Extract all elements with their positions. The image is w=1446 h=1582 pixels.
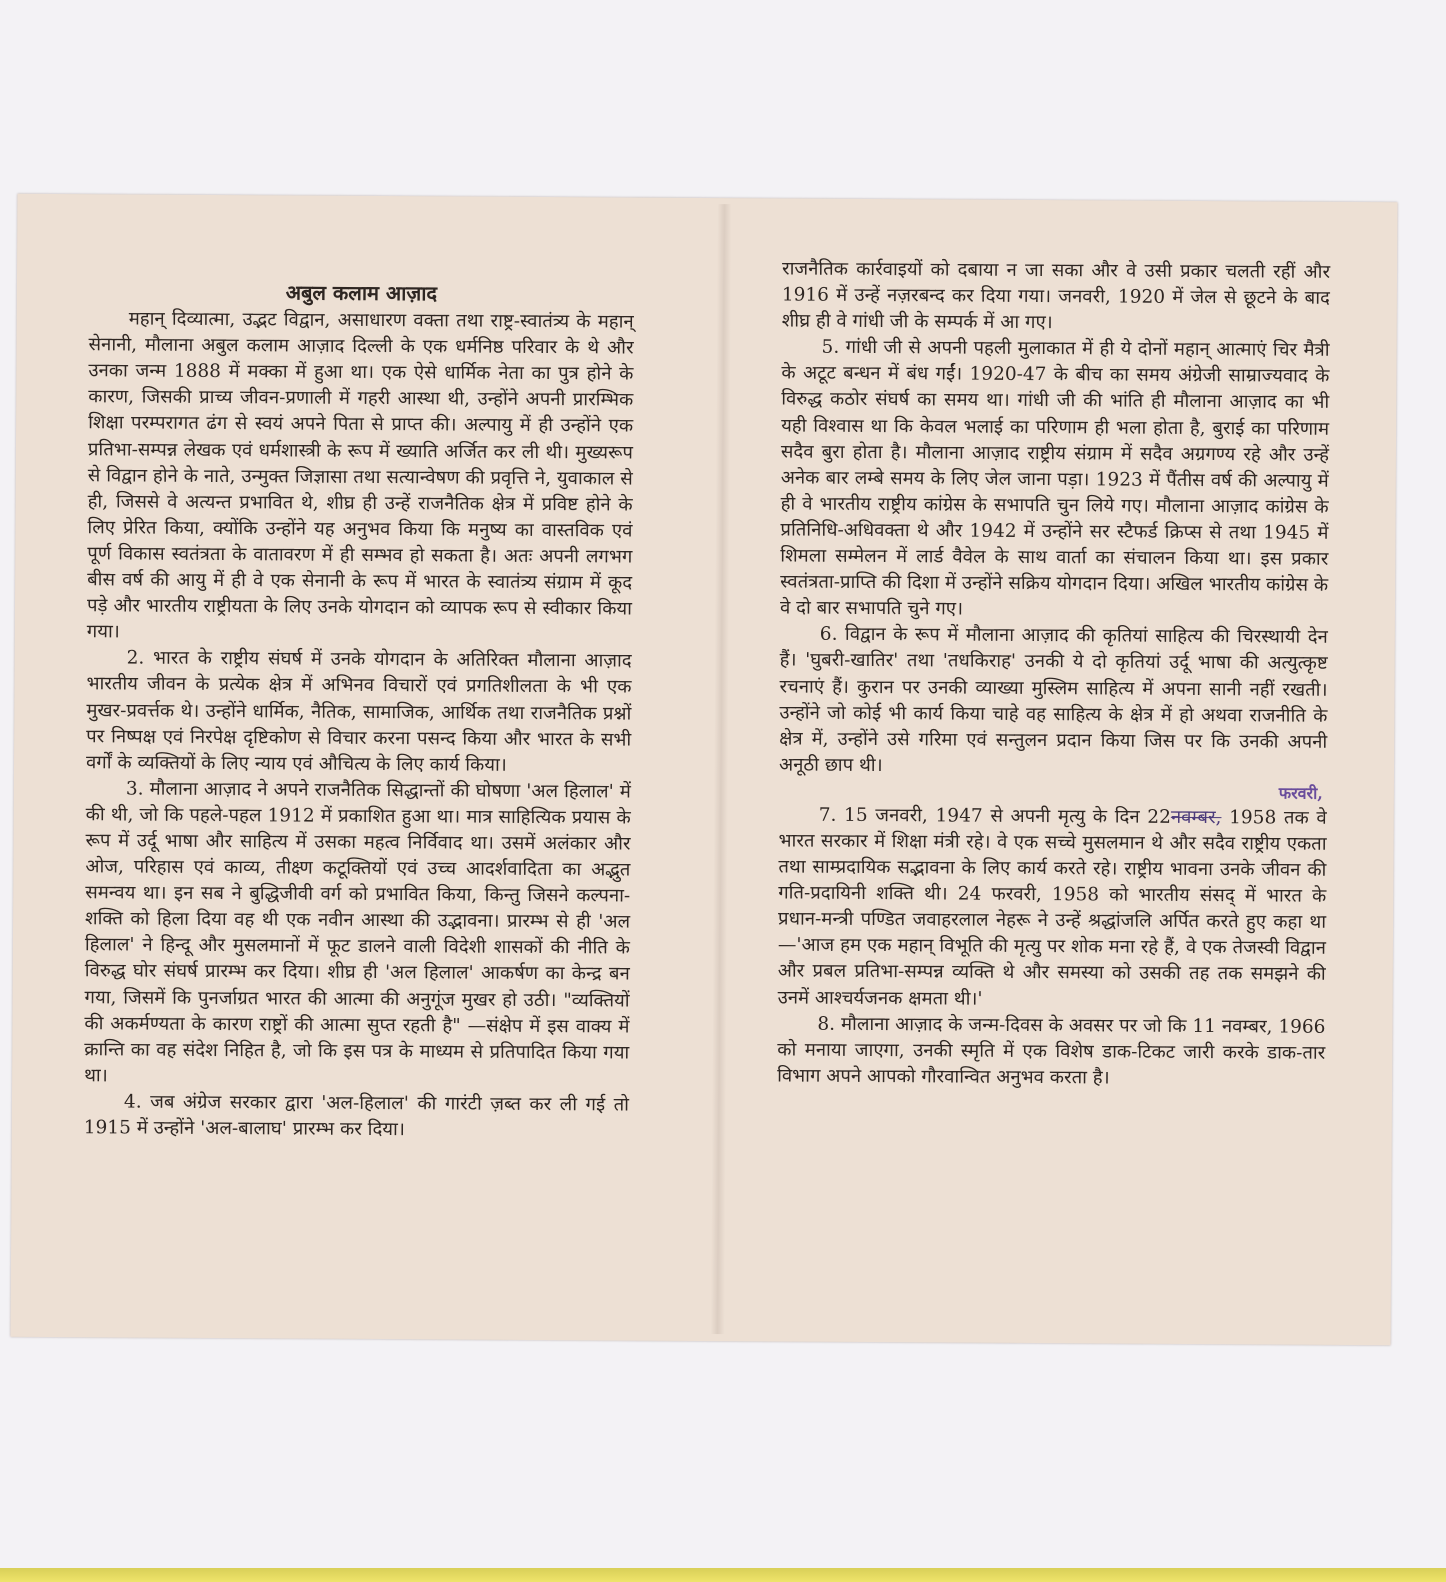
page-title: अबुल कलाम आज़ाद <box>285 280 438 306</box>
paragraph-4: 4. जब अंग्रेज सरकार द्वारा 'अल-हिलाल' की गारंटी ज़ब्त कर ली गई तो 1915 में उन्होंने 'अल-बालाघ' प्रारम्भ कर दिया। <box>83 1091 630 1141</box>
paragraph-5: 5. गांधी जी से अपनी पहली मुलाकात में ही ये दोनों महान् आत्माएं चिर मैत्री के अटूट बन्धन में बंध गईं। 1920-47 के बीच का समय अंग्रेजी साम्राज्यवाद के विरुद्ध कठोर संघर्ष का समय था। गांधी जी की भांति ही मौलाना आज़ाद का भी यही विश्वास था कि केवल भलाई का परिणाम ही भला होता है, बुराई का परिणाम सदैव बुरा होता है। मौलाना आज़ाद राष्ट्रीय संग्राम में सदैव अग्रगण्य रहे और उन्हें अनेक बार लम्बे समय के लिए जेल जाना पड़ा। 1923 में पैंतीस वर्ष की अल्पायु में ही वे भारतीय राष्ट्रीय कांग्रेस के सभापति चुन लिये गए। मौलाना आज़ाद कांग्रेस के प्रतिनिधि-अधिवक्ता थे और 1942 में उन्होंने सर स्टैफर्ड क्रिप्स से तथा 1945 में शिमला सम्मेलन में लार्ड वैवेल के साथ वार्ता का संचालन किया था। इस प्रकार स्वतंत्रता-प्राप्ति की दिशा में उन्होंने सक्रिय योगदान दिया। अखिल भारतीय कांग्रेस के वे दो बार सभापति चुने गए। <box>779 336 1330 620</box>
correction-stamp: फरवरी, <box>1278 783 1323 803</box>
left-page <box>84 278 634 1144</box>
paragraph-2: 2. भारत के राष्ट्रीय संघर्ष में उनके योगदान के अतिरिक्त मौलाना आज़ाद भारतीय जीवन के प्रत्येक क्षेत्र में अभिनव विचारों एवं प्रगतिशीलता के भी एक मुखर-प्रवर्त्तक थे। उन्होंने धार्मिक, नैतिक, सामाजिक, आर्थिक तथा राजनैतिक प्रश्नों पर निष्पक्ष एवं निरपेक्ष दृष्टिकोण से विचार करना पसन्द किया और भारत के सभी वर्गों के व्यक्तियों के लिए न्याय एवं औचित्य के लिए कार्य किया। <box>85 647 632 776</box>
right-page <box>777 256 1330 1092</box>
yellow-edge <box>0 1568 1446 1582</box>
center-fold <box>711 204 732 1334</box>
paragraph-6: 6. विद्वान के रूप में मौलाना आज़ाद की कृतियां साहित्य की चिरस्थायी देन हैं। 'घुबरी-खातिर' तथा 'तधकिराह' उनकी ये दो कृतियां उर्दू भाषा की अत्युत्कृष्ट रचनाएं हैं। कुरान पर उनकी व्याख्या मुस्लिम साहित्य में अपना सानी नहीं रखती। उन्होंने जो कोई भी कार्य किया चाहे वह साहित्य के क्षेत्र में हो अथवा राजनीति के क्षेत्र में, उन्होंने उसे गरिमा एवं सन्तुलन प्रदान किया जिस पर कि उनकी अपनी अनूठी छाप थी। <box>778 624 1328 776</box>
paragraph-7-start: 7. 15 जनवरी, 1947 से अपनी मृत्यु के दिन 22 <box>818 804 1171 828</box>
folded-leaflet <box>11 194 1398 1345</box>
paragraph-7 <box>778 802 1327 1014</box>
paragraph-7-rest: 1958 तक वे भारत सरकार में शिक्षा मंत्री रहे। वे एक सच्चे मुसलमान थे और सदैव राष्ट्रीय एकता तथा साम्प्रदायिक सद्भावना के लिए कार्य करते रहे। राष्ट्रीय भावना उनके जीवन की गति-प्रदायिनी शक्ति थी। 24 फरवरी, 1958 को भारतीय संसद् में भारत के प्रधान-मन्त्री पण्डित जवाहरलाल नेहरू ने उन्हें श्रद्धांजलि अर्पित करते हुए कहा था—'आज हम एक महान् विभूति की मृत्यु पर शोक मना रहे हैं, वे एक तेजस्वी विद्वान और प्रबल प्रतिभा-सम्पन्न व्यक्ति थे और समस्या को उसकी तह तक समझने की उनमें आश्चर्यजनक क्षमता थी।' <box>777 807 1327 1010</box>
paragraph-4-continuation: राजनैतिक कार्रवाइयों को दबाया न जा सका और वे उसी प्रकार चलती रहीं और 1916 में उन्हें नज़रबन्द कर दिया गया। जनवरी, 1920 में जेल से छूटने के बाद शीघ्र ही वे गांधी जी के सम्पर्क में आ गए। <box>781 258 1331 334</box>
paragraph-3: 3. मौलाना आज़ाद ने अपने राजनैतिक सिद्धान्तों की घोषणा 'अल हिलाल' में की थी, जो कि पहले-पहल 1912 में प्रकाशित हुआ था। मात्र साहित्यिक प्रयास के रूप में उर्दू भाषा और साहित्य में उसका महत्व निर्विवाद था। उसमें अलंकार और ओज, परिहास एवं काव्य, तीक्ष्ण कटूक्तियों एवं उच्च आदर्शवादिता का अद्भुत समन्वय था। इन सब ने बुद्धिजीवी वर्ग को प्रभावित किया, किन्तु जिसने कल्पना-शक्ति को हिला दिया वह थी एक नवीन आस्था की उद्भावना। प्रारम्भ से ही 'अल हिलाल' ने हिन्दू और मुसलमानों में फूट डालने वाली विदेशी शासकों की नीति के विरुद्ध घोर संघर्ष प्रारम्भ कर दिया। शीघ्र ही 'अल हिलाल' आकर्षण का केन्द्र बन गया, जिसमें कि पुनर्जाग्रत भारत की आत्मा की अनुगूंज मुखर हो उठी। "व्यक्तियों की अकर्मण्यता के कारण राष्ट्रों की आत्मा सुप्त रहती है" —संक्षेप में इस वाक्य में क्रान्ति का वह संदेश निहित है, जो कि इस पत्र के माध्यम से प्रतिपादित किया गया था। <box>84 778 631 1087</box>
paragraph-8: 8. मौलाना आज़ाद के जन्म-दिवस के अवसर पर जो कि 11 नवम्बर, 1966 को मनाया जाएगा, उनकी स्मृति में एक विशेष डाक-टिकट जारी करके डाक-तार विभाग अपने आपको गौरवान्वित अनुभव करता है। <box>777 1013 1326 1089</box>
paragraph-1: महान् दिव्यात्मा, उद्भट विद्वान, असाधारण वक्ता तथा राष्ट्र-स्वातंत्र्य के महान् सेनानी, मौलाना अबुल कलाम आज़ाद दिल्ली के एक धर्मनिष्ठ परिवार के थे और उनका जन्म 1888 में मक्का में हुआ था। एक ऐसे धार्मिक नेता का पुत्र होने के कारण, जिसकी प्राच्य जीवन-प्रणाली में गहरी आस्था थी, उन्होंने अपनी प्रारम्भिक शिक्षा परम्परागत ढंग से स्वयं अपने पिता से प्राप्त की। अल्पायु में ही उन्होंने एक प्रतिभा-सम्पन्न लेखक एवं धर्मशास्त्री के रूप में ख्याति अर्जित कर ली थी। मुख्यरूप से विद्वान होने के नाते, उन्मुक्त जिज्ञासा तथा सत्यान्वेषण की प्रवृत्ति ने, युवाकाल से ही, जिससे वे अत्यन्त प्रभावित थे, शीघ्र ही उन्हें राजनैतिक क्षेत्र में प्रविष्ट होने के लिए प्रेरित किया, क्योंकि उन्होंने यह अनुभव किया कि मनुष्य का वास्तविक एवं पूर्ण विकास स्वतंत्रता के वातावरण में ही सम्भव हो सकता है। अतः अपनी लगभग बीस वर्ष की आयु में ही वे एक सेनानी के रूप में भारत के स्वातंत्र्य संग्राम में कूद पड़े और भारतीय राष्ट्रीयता के लिए उनके योगदान को व्यापक रूप से स्वीकार किया गया। <box>86 308 634 643</box>
struck-month: नवम्बर, <box>1170 806 1222 829</box>
